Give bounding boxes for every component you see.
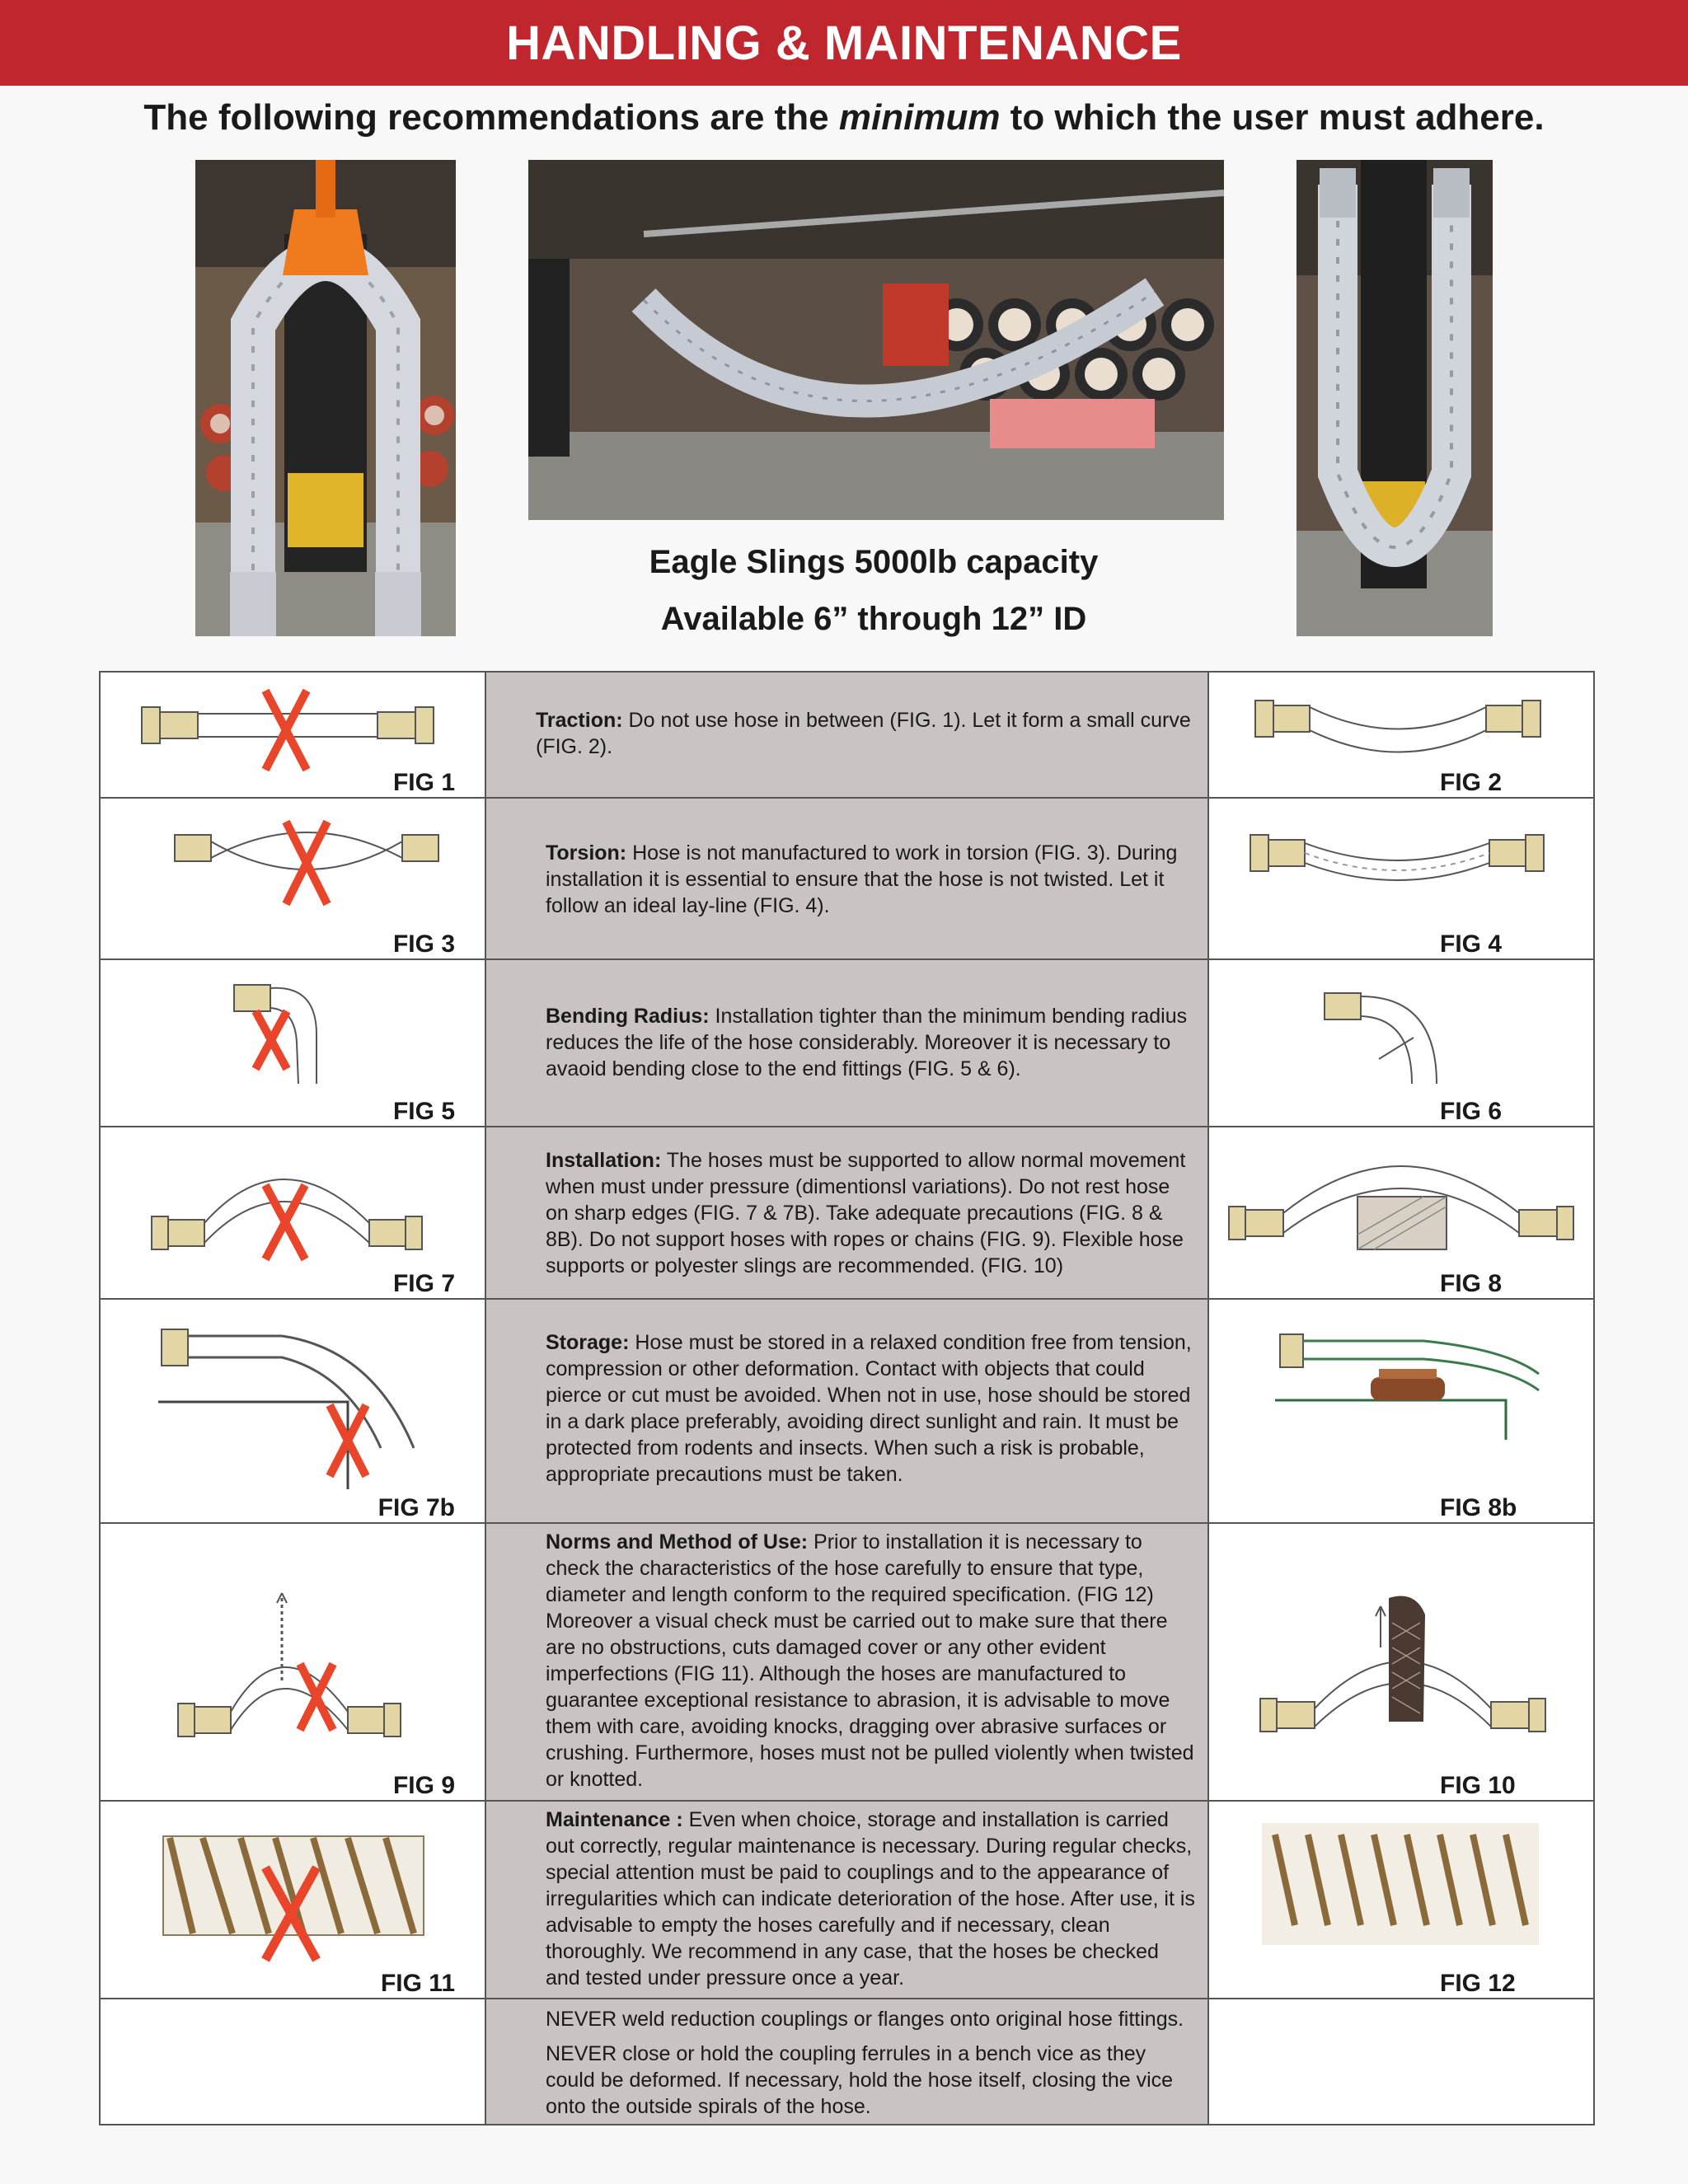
fig-8b-label: FIG 8b	[1440, 1494, 1517, 1521]
bending-radius-cell	[485, 959, 1208, 1127]
fig-11-damaged-hose-icon	[101, 1802, 485, 1998]
empty-right-cell	[1208, 1999, 1594, 2125]
norms-text	[486, 1524, 1207, 1793]
fig-9-label: FIG 9	[392, 1772, 455, 1799]
intro-emphasis: minimum	[838, 97, 1001, 138]
torsion-heading: Torsion:	[546, 841, 627, 865]
torsion-body: Hose is not manufactured to work in torsion (FIG. 3). During installation it is essential to ensure that the hose is not twisted. Let it follow an ideal lay-line (FIG. 4).	[546, 841, 1178, 917]
fig-11-label: FIG 11	[380, 1970, 455, 1997]
page-title: HANDLING & MAINTENANCE	[506, 16, 1182, 70]
table-row	[100, 1127, 1594, 1299]
table-row	[100, 672, 1594, 798]
fig-12-good-hose-icon	[1209, 1802, 1593, 1998]
norms-cell	[485, 1523, 1208, 1801]
traction-cell	[485, 672, 1208, 798]
fig-8b-protected-edge-icon	[1209, 1300, 1593, 1522]
fig-4-label: FIG 4	[1440, 930, 1503, 958]
photo-warehouse-sling	[528, 160, 1224, 520]
fig-4-ideal-lay-line-icon	[1209, 799, 1593, 958]
guidelines-table	[99, 671, 1595, 2125]
traction-heading: Traction:	[536, 709, 623, 732]
fig-7b-cell	[100, 1299, 485, 1523]
warning-2: NEVER close or hold the coupling ferrules in a bench vice as they could be deformed. If necessary, hold the hose itself, closing the vice onto the outside spirals of the hose.	[546, 2042, 1174, 2118]
maintenance-body: Even when choice, storage and installation is carried out correctly, regular maintenance is necessary. During regular checks, special attention must be paid to couplings and to the appearance of irregularities which can indicate deterioration of the hose. After use, it is advisable to empty the hoses carefully and if necessary, clean thoroughly. We recommend in any case, that the hoses be checked and tested under pressure once a year.	[546, 1808, 1195, 1990]
fig-2-label: FIG 2	[1440, 769, 1503, 796]
maintenance-text	[486, 1802, 1207, 1991]
fig-10-label: FIG 10	[1440, 1772, 1516, 1799]
norms-body: Prior to installation it is necessary to check the characteristics of the hose carefully to ensure that type, diameter and length conform to the required specification. (FIG 12) Moreover a visual check must be carried out to make sure that there are no obstructions, cuts damaged cover or any other evident imperfections (FIG 11). Although the hoses are manufactured to guarantee exceptional resistance to abrasion, it is advisable to move them with care, avoiding knocks, dragging over abrasive surfaces or crushing. Furthermore, hoses must not be pulled violently when twisted or knotted.	[546, 1530, 1194, 1791]
photo-forklift-u-shape	[1296, 160, 1493, 636]
fig-6-label: FIG 6	[1440, 1098, 1503, 1125]
bending-radius-text	[486, 960, 1207, 1082]
fig-7b-sharp-edge-side-icon	[101, 1300, 485, 1522]
table-row	[100, 1299, 1594, 1523]
fig-10-sling-lift-icon	[1209, 1524, 1593, 1800]
fig-10-cell	[1208, 1523, 1594, 1801]
bending-radius-body: Installation tighter than the minimum bending radius reduces the life of the hose considerably. Moreover it is necessary to avaoid bending close to the end fittings (FIG. 5 & 6).	[546, 1005, 1188, 1080]
fig-8-cell	[1208, 1127, 1594, 1299]
fig-1-label: FIG 1	[392, 769, 455, 796]
fig-7b-label: FIG 7b	[377, 1494, 455, 1521]
storage-text	[486, 1300, 1207, 1488]
intro-statement	[0, 97, 1688, 138]
installation-cell	[485, 1127, 1208, 1299]
photo-caption-sizes: Available 6” through 12” ID	[660, 601, 1087, 637]
maintenance-heading: Maintenance :	[546, 1808, 683, 1831]
fig-6-cell	[1208, 959, 1594, 1127]
table-row	[100, 1801, 1594, 1999]
fig-3-cell	[100, 798, 485, 959]
storage-cell	[485, 1299, 1208, 1523]
fig-1-cell	[100, 672, 485, 798]
fig-5-label: FIG 5	[392, 1098, 455, 1125]
fig-7-cell	[100, 1127, 485, 1299]
installation-text	[486, 1127, 1207, 1279]
fig-12-cell	[1208, 1801, 1594, 1999]
fig-8b-cell	[1208, 1299, 1594, 1523]
fig-7-label: FIG 7	[392, 1270, 455, 1297]
table-row	[100, 1523, 1594, 1801]
table-row	[100, 1999, 1594, 2125]
fig-3-label: FIG 3	[392, 930, 455, 958]
fig-9-cell	[100, 1523, 485, 1801]
torsion-cell	[485, 798, 1208, 959]
fig-9-chain-lift-icon	[101, 1524, 485, 1800]
table-row	[100, 798, 1594, 959]
fig-6-proper-bend-icon	[1209, 960, 1593, 1126]
intro-part2: to which the user must adhere.	[1000, 97, 1545, 138]
warning-1: NEVER weld reduction couplings or flanges onto original hose fittings.	[546, 2008, 1184, 2031]
photo-caption-capacity: Eagle Slings 5000lb capacity	[649, 544, 1099, 580]
warnings-cell	[485, 1999, 1208, 2125]
table-row	[100, 959, 1594, 1127]
fig-11-cell	[100, 1801, 485, 1999]
storage-body: Hose must be stored in a relaxed condition free from tension, compression or other deformation. Contact with objects that could pierce or cut must be avoided. When not in use, hose should be stored in a dark place preferably, avoiding direct sunlight and rain. It must be protected from rodents and insects. When such a risk is probable, appropriate precautions must be taken.	[546, 1331, 1192, 1486]
installation-body: The hoses must be supported to allow normal movement when must under pressure (dimentionsl variations). Do not rest hose on sharp edges (FIG. 7 & 7B). Take adequate precautions (FIG. 8 & 8B). Do not support hoses with ropes or chains (FIG. 9). Flexible hose supports or polyester slings are recommended. (FIG. 10)	[546, 1149, 1186, 1277]
fig-8-support-block-icon	[1209, 1127, 1593, 1298]
storage-heading: Storage:	[546, 1331, 630, 1354]
fig-2-curved-hose-icon	[1209, 673, 1593, 797]
fig-5-cell	[100, 959, 485, 1127]
fig-8-label: FIG 8	[1440, 1270, 1503, 1297]
fig-12-label: FIG 12	[1440, 1970, 1516, 1997]
maintenance-cell	[485, 1801, 1208, 1999]
traction-text	[486, 673, 1207, 760]
norms-heading: Norms and Method of Use:	[546, 1530, 809, 1554]
fig-2-cell	[1208, 672, 1594, 798]
traction-body: Do not use hose in between (FIG. 1). Let it form a small curve (FIG. 2).	[536, 709, 1191, 758]
header-banner	[0, 0, 1688, 86]
empty-left-cell	[100, 1999, 485, 2125]
installation-heading: Installation:	[546, 1149, 662, 1172]
photo-forklift-arch	[195, 160, 456, 636]
torsion-text	[486, 799, 1207, 919]
intro-part1: The following recommendations are the	[143, 97, 839, 138]
bending-radius-heading: Bending Radius:	[546, 1005, 710, 1028]
fig-4-cell	[1208, 798, 1594, 959]
